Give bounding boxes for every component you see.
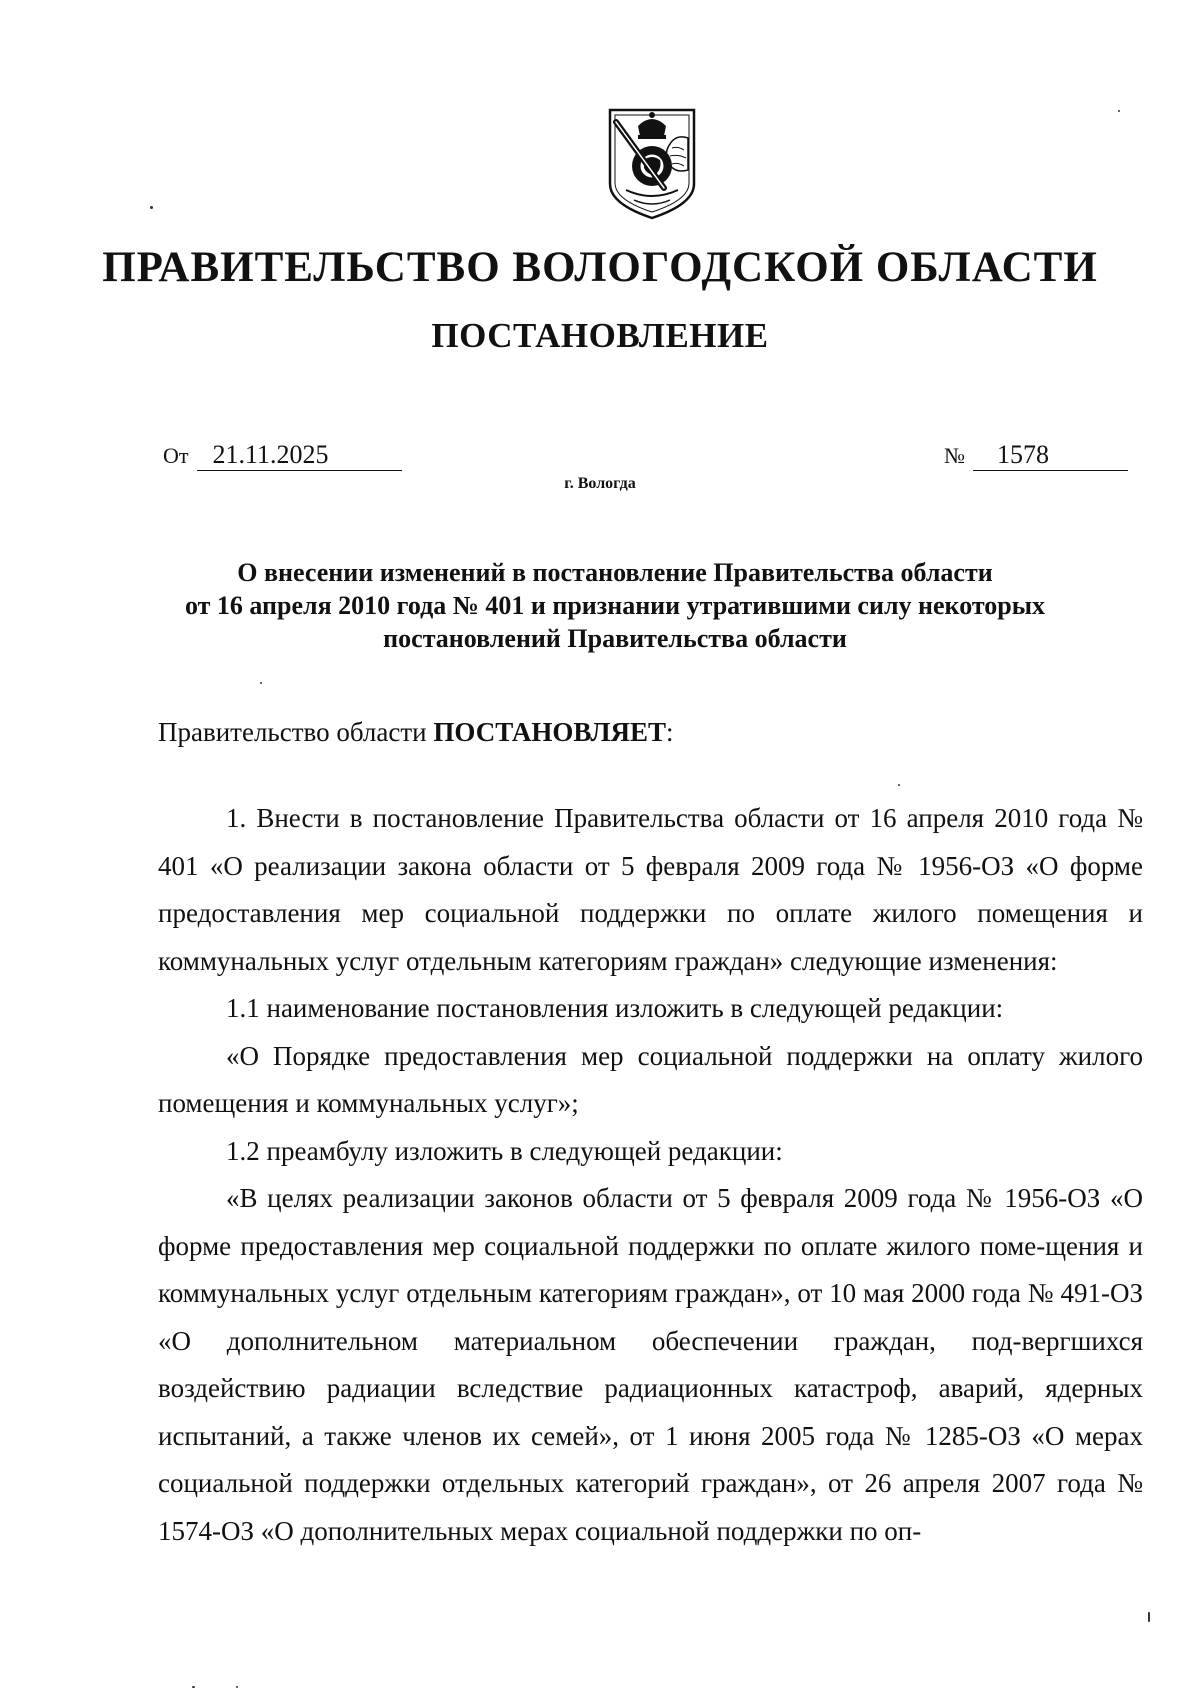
enacting-keyword: ПОСТАНОВЛЯЕТ [433, 717, 666, 747]
body-paragraph: 1.2 преамбулу изложить в следующей редакции: [226, 1135, 783, 1166]
organization-name: ПРАВИТЕЛЬСТВО ВОЛОГОДСКОЙ ОБЛАСТИ [102, 244, 1098, 291]
enacting-prefix: Правительство области [158, 717, 434, 747]
scan-speck [1148, 1612, 1150, 1622]
scan-speck [1118, 110, 1120, 112]
subject-line: постановлений Правительства области [383, 624, 847, 653]
date-value: 21.11.2025 [197, 440, 402, 471]
document-subject [150, 556, 1080, 655]
vologda-coat-of-arms-icon [604, 104, 700, 222]
scan-speck [236, 1686, 238, 1688]
scan-speck [898, 784, 900, 786]
number-value: 1578 [973, 440, 1128, 471]
enacting-clause [158, 714, 674, 750]
subject-line: от 16 апреля 2010 года № 401 и признании утратившими силу некоторых [184, 591, 1046, 620]
body-paragraph: 1. Внести в постановление Правительства области от 16 апреля 2010 года № 401 «О реализации закона области от 5 февраля 2009 года № 1956-ОЗ «О форме предоставления мер социальной поддержки по оплате жилого помещения и коммунальных услуг отдельным категориям граждан» следующие изменения: [158, 803, 1143, 976]
scan-speck [192, 1686, 195, 1688]
body-paragraph: 1.1 наименование постановления изложить в следующей редакции: [226, 993, 1004, 1023]
document-date [163, 440, 402, 471]
city-name: г. Вологда [564, 475, 636, 492]
document-body [158, 795, 1143, 1555]
document-type: ПОСТАНОВЛЕНИЕ [431, 316, 769, 355]
number-prefix: № [944, 443, 965, 468]
subject-line: О внесении изменений в постановление Правительства области [237, 558, 993, 587]
scan-speck [260, 682, 262, 684]
scan-speck [150, 206, 153, 209]
date-prefix: От [163, 443, 189, 468]
body-paragraph: «О Порядке предоставления мер социальной поддержки на оплату жилого помещения и коммунальных услуг»; [158, 1040, 1143, 1118]
body-paragraph: «В целях реализации законов области от 5 февраля 2009 года № 1956-ОЗ «О форме предоставления мер социальной поддержки по оплате жилого поме-щения и коммунальных услуг отдельным категориям граждан», от 10 мая 2000 года № 491-ОЗ «О дополнительном материальном обеспечении граждан, под-вергшихся воздействию радиации вследствие радиационных катастроф, аварий, ядерных испытаний, а также членов их семей», от 1 июня 2005 года № 1285-ОЗ «О мерах социальной поддержки отдельных категорий граждан», от 26 апреля 2007 года № 1574-ОЗ «О дополнительных мерах социальной поддержки по оп- [158, 1183, 1143, 1546]
document-number [944, 440, 1128, 471]
enacting-suffix: : [665, 717, 674, 747]
